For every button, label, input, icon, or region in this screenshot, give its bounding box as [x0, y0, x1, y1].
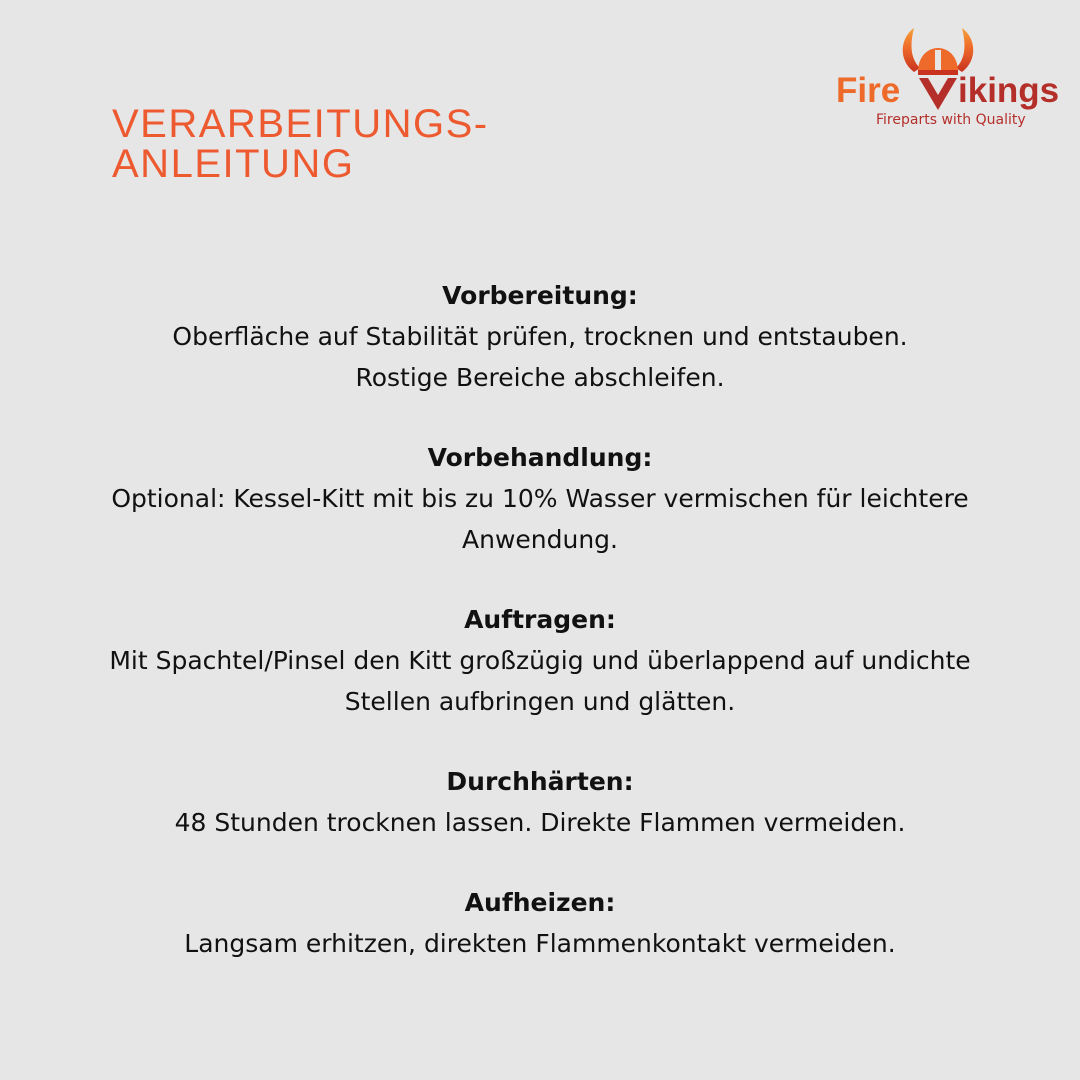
page-title: [112, 104, 489, 184]
section-text-line: Oberfläche auf Stabilität prüfen, trocknen und entstauben.: [172, 322, 908, 351]
section-auftragen: [40, 600, 1040, 722]
section-text-line: 48 Stunden trocknen lassen. Direkte Flammen vermeiden.: [174, 808, 906, 837]
section-durchhaerten: [40, 762, 1040, 843]
section-text: [40, 802, 1040, 843]
instructions: [40, 276, 1040, 1004]
brand-tagline: Fireparts with Quality: [876, 112, 1026, 128]
section-heading: Vorbehandlung:: [427, 443, 653, 472]
section-vorbereitung: [40, 276, 1040, 398]
brand-name-vikings: ikings: [958, 71, 1060, 110]
section-text-line: Optional: Kessel-Kitt mit bis zu 10% Wasser vermischen für leichtere: [111, 484, 969, 513]
section-text: [40, 316, 1040, 398]
section-text-line: Stellen aufbringen und glätten.: [344, 687, 736, 716]
section-heading: Durchhärten:: [446, 767, 634, 796]
brand-name-fire: Fire: [836, 71, 901, 110]
section-text-line: Mit Spachtel/Pinsel den Kitt großzügig und überlappend auf undichte: [109, 646, 971, 675]
section-heading: Vorbereitung:: [442, 281, 638, 310]
section-aufheizen: [40, 883, 1040, 964]
section-text-line: Anwendung.: [462, 525, 618, 554]
logo-graphic: [836, 26, 1068, 130]
section-text-line: Rostige Bereiche abschleifen.: [355, 363, 725, 392]
section-heading: Aufheizen:: [464, 888, 616, 917]
section-heading: Auftragen:: [464, 605, 616, 634]
section-text-line: Langsam erhitzen, direkten Flammenkontakt vermeiden.: [184, 929, 896, 958]
page-title-line-1: VERARBEITUNGS-: [112, 102, 489, 146]
section-vorbehandlung: [40, 438, 1040, 560]
section-text: [40, 478, 1040, 560]
firevikings-logo: [836, 26, 1068, 130]
page-title-line-2: ANLEITUNG: [112, 142, 355, 186]
section-text: [40, 640, 1040, 722]
section-text: [40, 923, 1040, 964]
